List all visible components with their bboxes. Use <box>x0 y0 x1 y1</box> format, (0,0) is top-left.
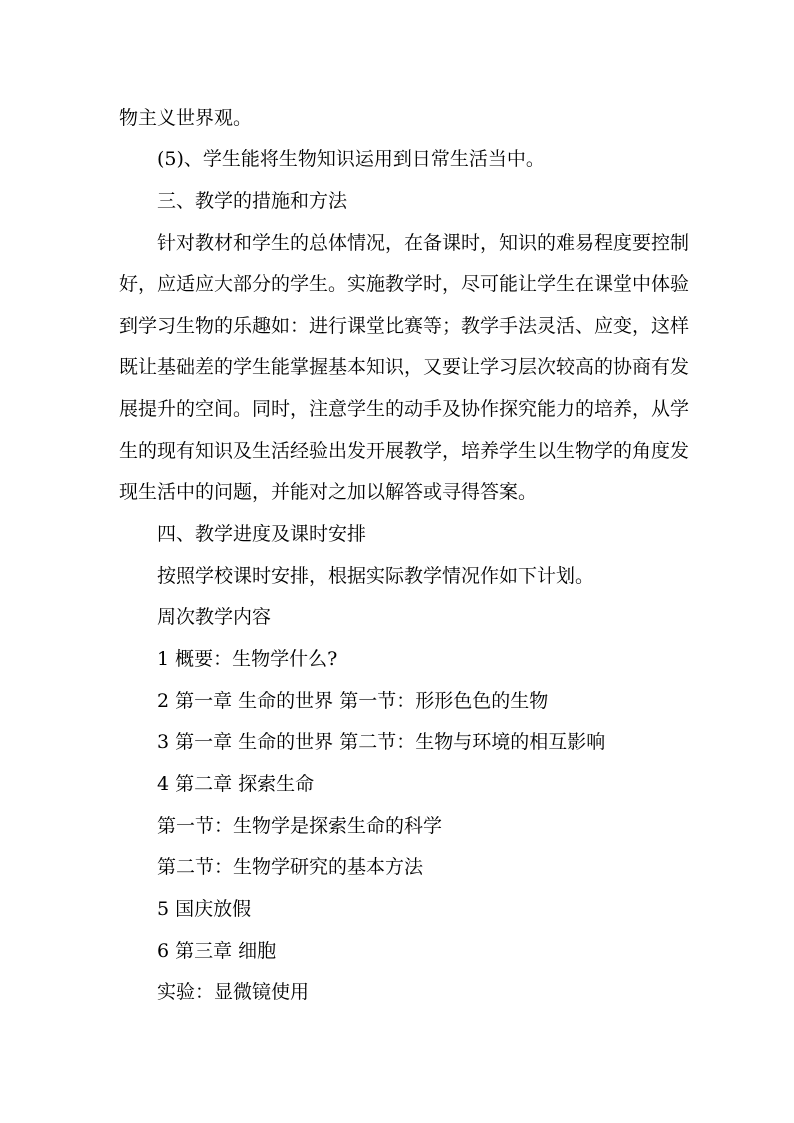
paragraph-row: 生的现有知识及生活经验出发开展教学，培养学生以生物学的角度发 <box>119 440 690 462</box>
text-line: (5)、学生能将生物知识运用到日常生活当中。 <box>157 148 545 170</box>
text-line: 周次教学内容 <box>157 606 272 628</box>
paragraph-row: 现生活中的问题，并能对之加以解答或寻得答案。 <box>119 481 538 503</box>
schedule-item: 4 第二章 探索生命 <box>157 773 315 795</box>
section-heading: 四、教学进度及课时安排 <box>157 523 367 545</box>
text-line: 按照学校课时安排，根据实际教学情况作如下计划。 <box>157 565 595 587</box>
schedule-item: 2 第一章 生命的世界 第一节：形形色色的生物 <box>157 690 549 712</box>
schedule-item: 5 国庆放假 <box>157 898 252 920</box>
section-heading: 三、教学的措施和方法 <box>157 190 348 212</box>
schedule-item: 实验：显微镜使用 <box>157 981 310 1003</box>
paragraph-row: 好，应适应大部分的学生。实施教学时，尽可能让学生在课堂中体验 <box>119 273 690 295</box>
paragraph-row: 展提升的空间。同时，注意学生的动手及协作探究能力的培养，从学 <box>119 398 690 420</box>
paragraph-row: 到学习生物的乐趣如：进行课堂比赛等；教学手法灵活、应变，这样 <box>119 315 690 337</box>
paragraph-row: 既让基础差的学生能掌握基本知识，又要让学习层次较高的协商有发 <box>119 356 690 378</box>
paragraph-row: 针对教材和学生的总体情况，在备课时，知识的难易程度要控制 <box>157 232 690 254</box>
schedule-item: 第一节：生物学是探索生命的科学 <box>157 815 443 837</box>
text-line: 物主义世界观。 <box>119 107 253 129</box>
schedule-item: 第二节：生物学研究的基本方法 <box>157 856 424 878</box>
schedule-item: 3 第一章 生命的世界 第二节：生物与环境的相互影响 <box>157 731 606 753</box>
schedule-item: 6 第三章 细胞 <box>157 940 277 962</box>
schedule-item: 1 概要：生物学什么? <box>157 648 338 670</box>
